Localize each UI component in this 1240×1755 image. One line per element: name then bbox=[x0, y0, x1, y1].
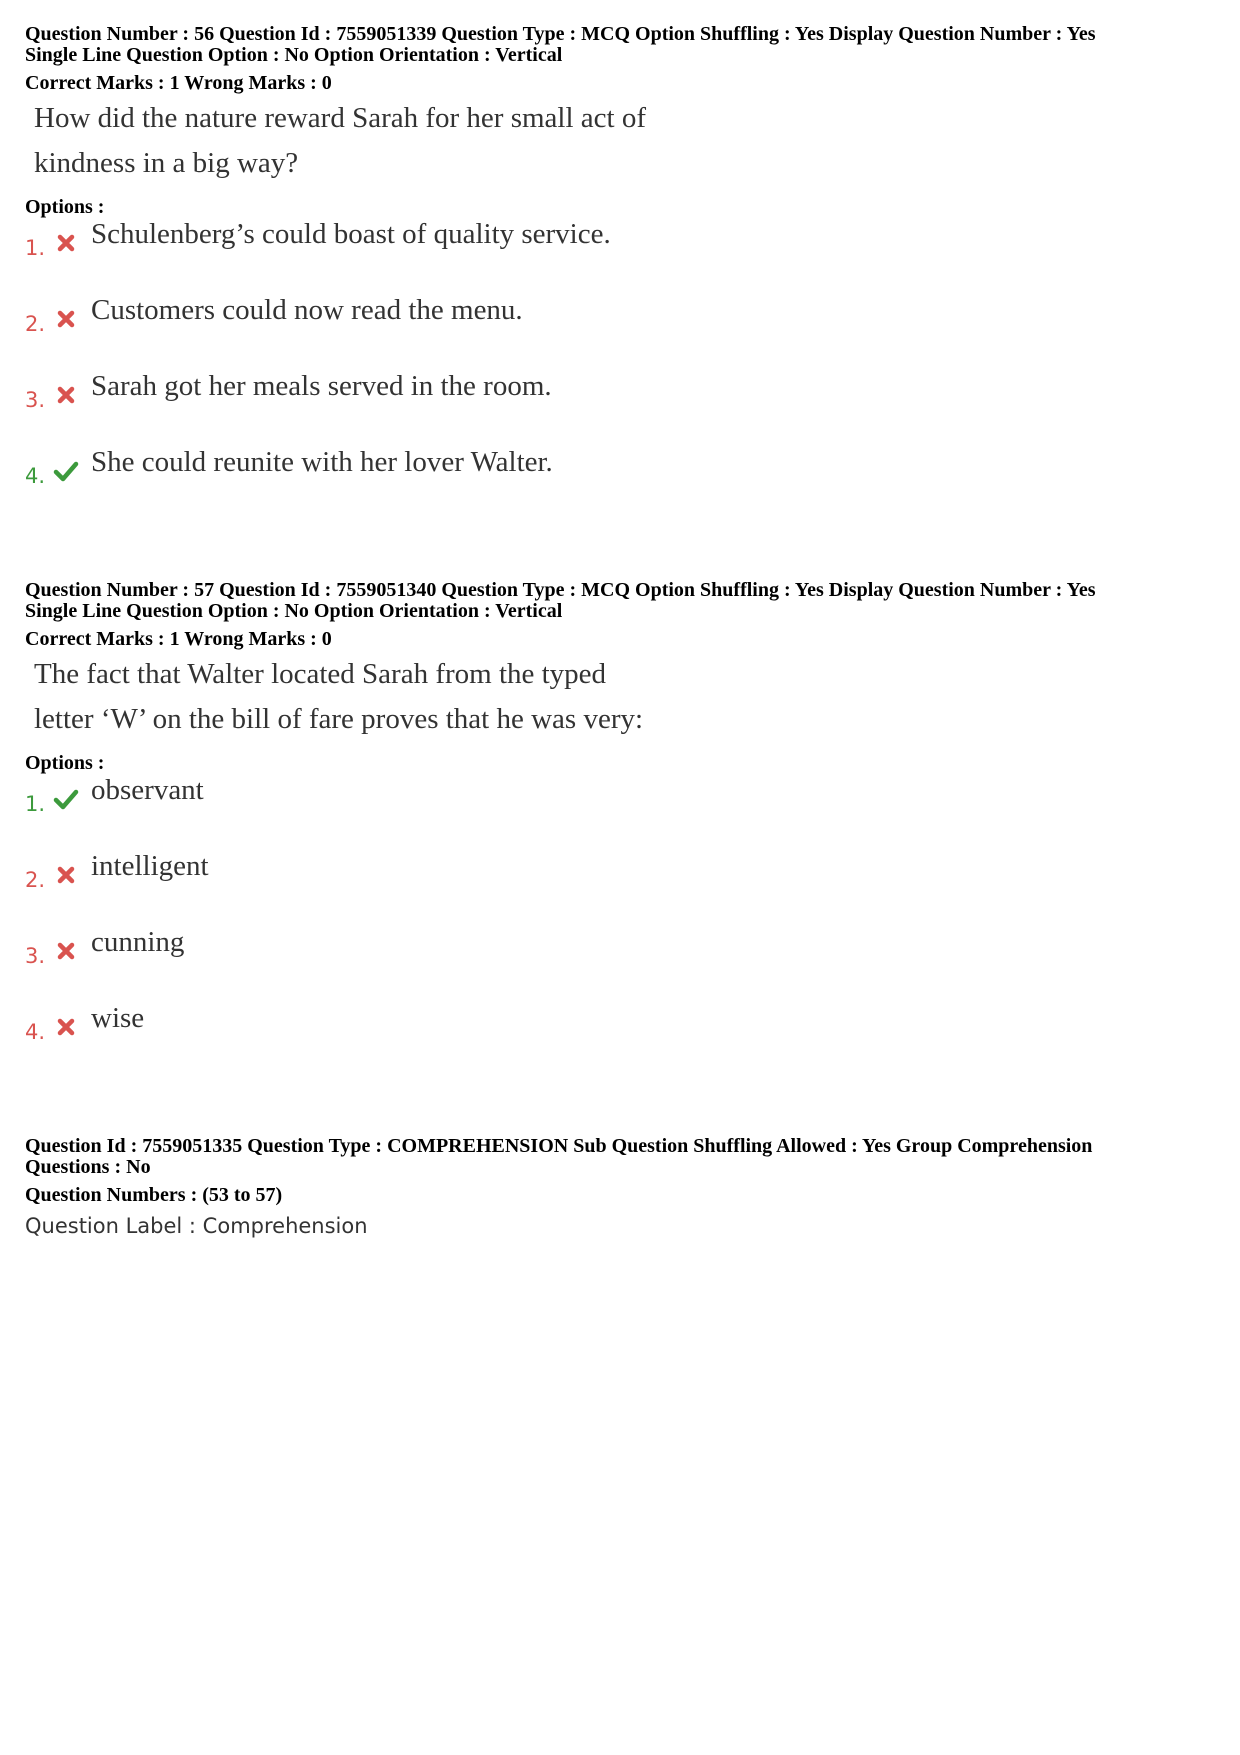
cross-icon bbox=[53, 862, 79, 888]
option-text: She could reunite with her lover Walter. bbox=[91, 446, 553, 478]
check-icon bbox=[53, 458, 79, 484]
question-meta-line-2: Single Line Question Option : No Option Orientation : Vertical bbox=[25, 44, 563, 66]
option-number: 2. bbox=[25, 312, 46, 336]
question-meta-line-1: Question Number : 57 Question Id : 7559051340 Question Type : MCQ Option Shuffling : Yes Display Question Number : Yes bbox=[25, 579, 1096, 601]
comprehension-question-numbers: Question Numbers : (53 to 57) bbox=[25, 1184, 283, 1206]
cross-icon bbox=[53, 382, 79, 408]
option-1 bbox=[25, 774, 1225, 850]
option-text: wise bbox=[91, 1002, 145, 1034]
options-label: Options : bbox=[25, 196, 105, 218]
question-text-line-2: kindness in a big way? bbox=[34, 147, 299, 179]
question-marks: Correct Marks : 1 Wrong Marks : 0 bbox=[25, 72, 332, 94]
question-text bbox=[25, 652, 1225, 742]
options-label: Options : bbox=[25, 752, 105, 774]
cross-icon bbox=[53, 230, 79, 256]
option-number: 4. bbox=[25, 464, 46, 488]
option-text: intelligent bbox=[91, 850, 209, 882]
option-text: cunning bbox=[91, 926, 185, 958]
option-3 bbox=[25, 926, 1225, 1002]
cross-icon bbox=[53, 306, 79, 332]
check-icon bbox=[53, 786, 79, 812]
cross-icon bbox=[53, 938, 79, 964]
question-meta-line-1: Question Number : 56 Question Id : 7559051339 Question Type : MCQ Option Shuffling : Yes Display Question Number : Yes bbox=[25, 23, 1096, 45]
comprehension-block bbox=[25, 1136, 1225, 1238]
option-1 bbox=[25, 218, 1225, 294]
option-3 bbox=[25, 370, 1225, 446]
option-number: 2. bbox=[25, 868, 46, 892]
option-2 bbox=[25, 294, 1225, 370]
question-text-line-1: How did the nature reward Sarah for her small act of bbox=[34, 102, 646, 134]
option-number: 1. bbox=[25, 236, 46, 260]
cross-icon bbox=[53, 1014, 79, 1040]
option-text: Customers could now read the menu. bbox=[91, 294, 523, 326]
question-marks: Correct Marks : 1 Wrong Marks : 0 bbox=[25, 628, 332, 650]
option-4 bbox=[25, 446, 1225, 522]
question-text-line-1: The fact that Walter located Sarah from the typed bbox=[34, 658, 607, 690]
option-4 bbox=[25, 1002, 1225, 1078]
question-text bbox=[25, 96, 1225, 186]
option-2 bbox=[25, 850, 1225, 926]
option-text: Schulenberg’s could boast of quality service. bbox=[91, 218, 611, 250]
comprehension-meta-line-2: Questions : No bbox=[25, 1156, 151, 1178]
question-56-block bbox=[25, 24, 1225, 522]
option-number: 4. bbox=[25, 1020, 46, 1044]
comprehension-meta-line-1: Question Id : 7559051335 Question Type : COMPREHENSION Sub Question Shuffling Allowed : Yes Group Comprehension bbox=[25, 1135, 1093, 1157]
question-text-line-2: letter ‘W’ on the bill of fare proves that he was very: bbox=[34, 703, 644, 735]
option-text: Sarah got her meals served in the room. bbox=[91, 370, 552, 402]
option-number: 3. bbox=[25, 944, 46, 968]
question-meta-line-2: Single Line Question Option : No Option Orientation : Vertical bbox=[25, 600, 563, 622]
option-number: 1. bbox=[25, 792, 46, 816]
comprehension-question-label: Question Label : Comprehension bbox=[25, 1214, 368, 1238]
option-number: 3. bbox=[25, 388, 46, 412]
question-57-block bbox=[25, 580, 1225, 1078]
option-text: observant bbox=[91, 774, 204, 806]
